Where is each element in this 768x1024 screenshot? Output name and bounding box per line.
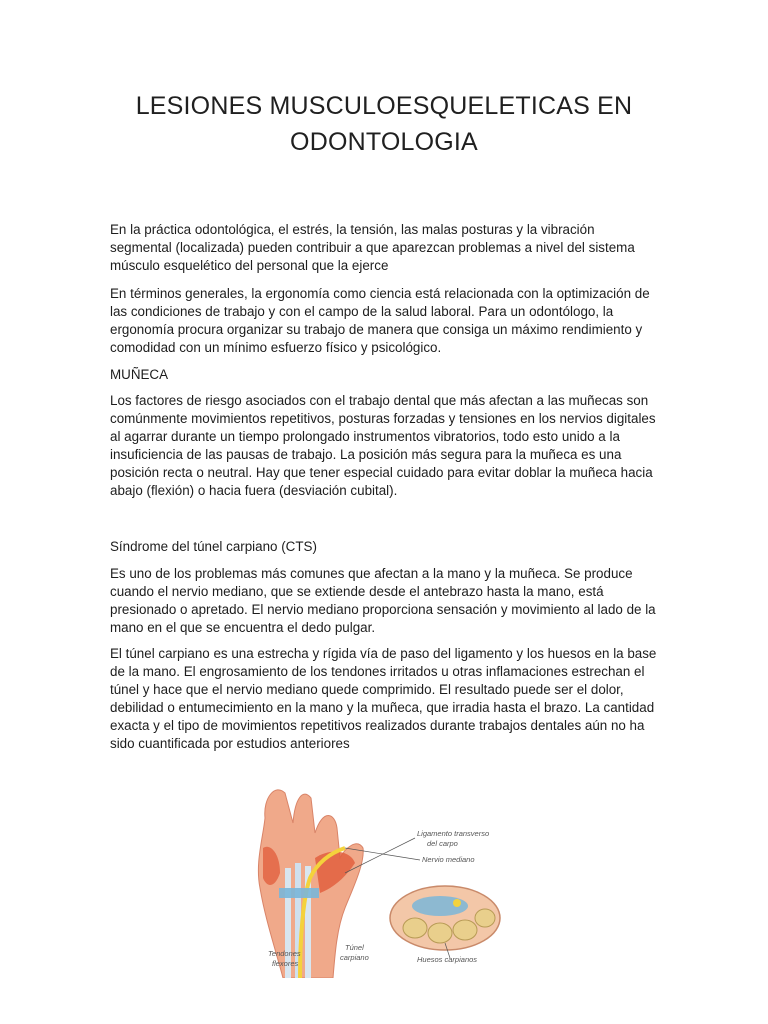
section-heading-munieca: MUÑECA xyxy=(110,367,169,382)
paragraph-tunel-carpiano: El túnel carpiano es una estrecha y rígida vía de paso del ligamento y los huesos en la base de la mano. El engrosamiento de los tendones irritados u otras inflamaciones estrechan el túnel y hace que el nervio mediano quede comprimido. El resultado puede ser el dolor, debilidad o entumecimiento en la mano y la muñeca, que irradia hasta el brazo. La cantidad exacta y el tipo de movimientos repetitivos realizados durante trabajos dentales aún no ha sido cuantificada por estudios anteriores xyxy=(110,646,657,752)
label-tendones-1: Tendones xyxy=(268,949,301,958)
document-title xyxy=(110,88,658,160)
carpal-bone-3 xyxy=(453,920,477,940)
hand-anatomy-figure xyxy=(245,778,510,978)
title-line-1: LESIONES MUSCULOESQUELETICAS EN xyxy=(135,92,633,120)
label-tunel-2: carpiano xyxy=(340,953,369,962)
label-huesos: Huesos carpianos xyxy=(417,955,478,964)
carpal-bone-1 xyxy=(403,918,427,938)
label-ligamento-1: Ligamento transverso xyxy=(417,829,490,838)
transverse-ligament xyxy=(279,888,319,898)
title-line-2: ODONTOLOGIA xyxy=(290,128,478,156)
paragraph-intro: En la práctica odontológica, el estrés, la tensión, las malas posturas y la vibración segmental (localizada) pueden contribuir a que aparezcan problemas a nivel del sistema músculo esquelético del personal que la ejerce xyxy=(110,222,635,274)
paragraph-munieca: Los factores de riesgo asociados con el trabajo dental que más afectan a las muñecas son comúnmente movimientos repetitivos, posturas forzadas y tensiones en los nervios digitales al agarrar durante un tiempo prolongado instrumentos vibratorios, todo esto unido a la insuficiencia de las pausas de trabajo. La posición más segura para la muñeca es una posición recta o neutral. Hay que tener especial cuidado para evitar doblar la muñeca hacia abajo (flexión) o hacia fuera (desviación cubital). xyxy=(110,393,656,499)
label-tunel-1: Túnel xyxy=(345,943,364,952)
carpal-bone-4 xyxy=(475,909,495,927)
tunnel-nerve xyxy=(453,899,461,907)
label-nervio: Nervio mediano xyxy=(422,855,475,864)
label-ligamento-2: del carpo xyxy=(427,839,458,848)
carpal-tunnel-illustration xyxy=(245,778,510,978)
section-heading-cts: Síndrome del túnel carpiano (CTS) xyxy=(110,539,317,554)
carpal-bone-2 xyxy=(428,923,452,943)
paragraph-cts-definition: Es uno de los problemas más comunes que afectan a la mano y la muñeca. Se produce cuando el nervio mediano, que se extiende desde el antebrazo hasta la mano, está presionado o apretado. El nervio mediano proporciona sensación y movimiento al lado de la mano en el que se encuentra el dedo pulgar. xyxy=(110,566,656,636)
label-tendones-2: flexores xyxy=(272,959,299,968)
paragraph-ergonomia: En términos generales, la ergonomía como ciencia está relacionada con la optimización de las condiciones de trabajo y con el campo de la salud laboral. Para un odontólogo, la ergonomía procura organizar su trabajo de manera que consiga un máximo rendimiento y comodidad con un mínimo esfuerzo físico y psicológico. xyxy=(110,286,650,356)
